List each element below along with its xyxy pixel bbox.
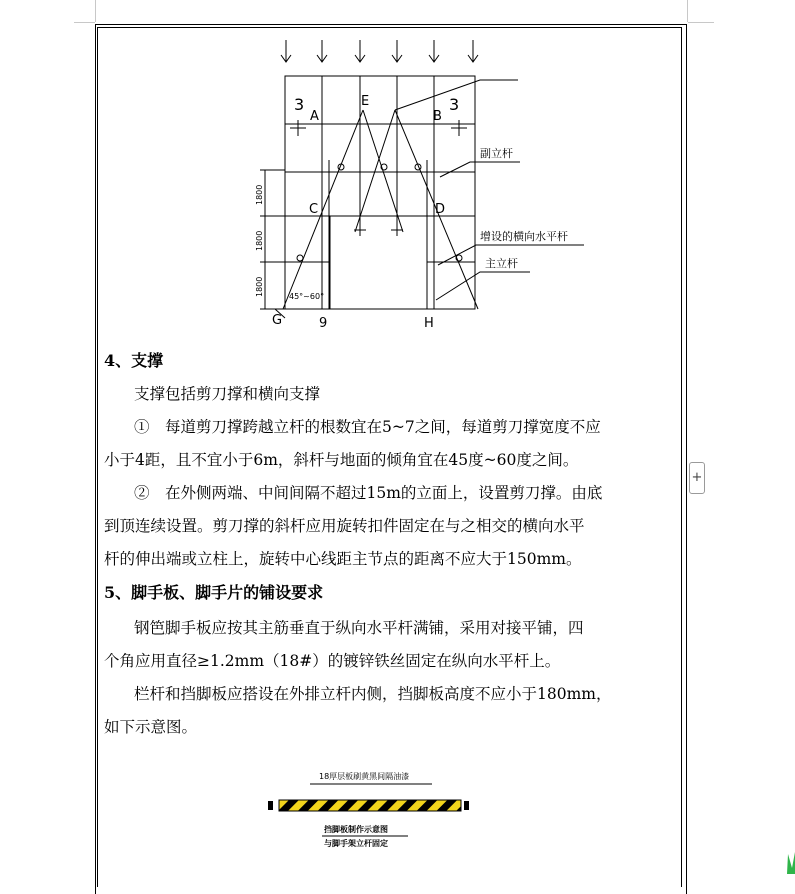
label-E: E	[361, 94, 370, 109]
label-H: H	[424, 316, 434, 331]
label-3-right: 3	[449, 95, 460, 114]
label-9: 9	[319, 316, 328, 331]
crop-mark	[74, 22, 95, 23]
dim-label: 1800	[255, 230, 264, 251]
paragraph-line: 小于4距，且不宜小于6m，斜杆与地面的倾角宜在45度~60度之间。	[104, 451, 579, 469]
label-B: B	[433, 109, 442, 124]
label-G: G	[272, 313, 283, 328]
label-C: C	[309, 202, 319, 217]
toe-board-diagram	[265, 765, 475, 855]
paragraph-line: 个角应用直径≥1.2mm（18#）的镀锌铁丝固定在纵向水平杆上。	[104, 652, 561, 670]
paragraph-line: 到顶连续设置。剪刀撑的斜杆应用旋转扣件固定在与之相交的横向水平	[104, 517, 585, 535]
angle-label: 45°~60°	[289, 292, 325, 301]
toe-board-top-label: 18厚层板刷黄黑间隔油漆	[319, 772, 410, 781]
paragraph-line: ② 在外侧两端、中间间隔不超过15m的立面上，设置剪刀撑。由底	[134, 484, 603, 502]
paragraph-line: ① 每道剪刀撑跨越立杆的根数宜在5~7之间，每道剪刀撑宽度不应	[134, 418, 601, 436]
side-expand-button[interactable]: +	[689, 462, 705, 494]
crop-mark	[95, 0, 96, 22]
label-3-left: 3	[294, 95, 305, 114]
toe-board-stripe	[279, 800, 461, 811]
paragraph-line: 杆的伸出端或立柱上，旋转中心线距主节点的距离不应大于150mm。	[104, 550, 582, 568]
paragraph-line: 钢笆脚手板应按其主筋垂直于纵向水平杆满铺，采用对接平铺，四	[134, 619, 584, 637]
section-4-heading: 4、支撑	[104, 351, 164, 370]
label-A: A	[310, 109, 319, 124]
scissor-brace-diagram	[230, 35, 610, 335]
section-5-heading: 5、脚手板、脚手片的铺设要求	[104, 583, 324, 602]
label-D: D	[435, 202, 446, 217]
crop-mark	[687, 0, 688, 22]
paragraph-line: 支撑包括剪刀撑和横向支撑	[134, 385, 321, 403]
toe-board-subcaption: 与脚手架立杆固定	[324, 839, 388, 848]
toe-board-caption: 挡脚板制作示意图	[324, 825, 388, 834]
label-main-post: 主立杆	[485, 257, 518, 270]
load-arrows	[281, 40, 478, 62]
crop-mark	[688, 22, 714, 23]
dim-label: 1800	[255, 276, 264, 297]
paragraph-line: 如下示意图。	[104, 718, 198, 736]
label-auxiliary-post: 副立杆	[480, 147, 513, 160]
dim-label: 1800	[255, 184, 264, 205]
paragraph-line: 栏杆和挡脚板应搭设在外排立杆内侧，挡脚板高度不应小于180mm，	[134, 685, 612, 703]
green-marker-icon	[787, 850, 795, 874]
label-added-cross-bar: 增设的横向水平杆	[480, 230, 568, 243]
